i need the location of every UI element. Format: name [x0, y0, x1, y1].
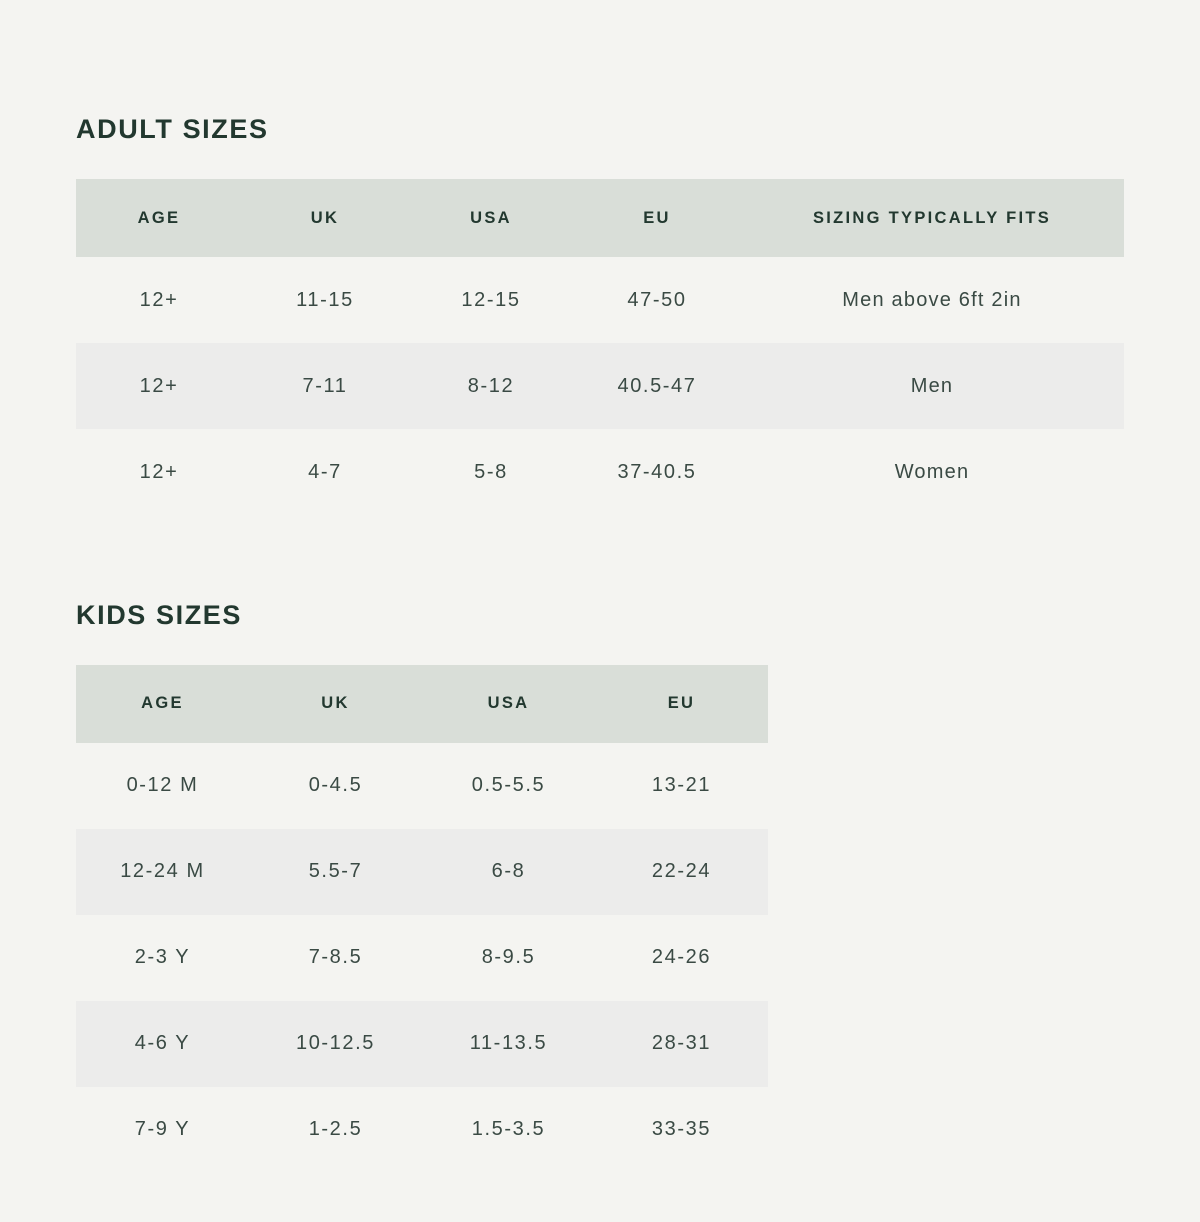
cell-age: 4-6 Y — [76, 1001, 249, 1087]
table-row — [76, 743, 768, 829]
cell-uk: 0-4.5 — [308, 774, 363, 797]
cell-eu: 13-21 — [651, 774, 712, 797]
cell-sizing-fits: Women — [894, 460, 970, 483]
cell-age: 12+ — [139, 460, 179, 483]
cell-usa: 5-8 — [474, 460, 508, 483]
cell-usa: 6-8 — [422, 829, 595, 915]
cell-usa: 0.5-5.5 — [471, 774, 546, 797]
cell-sizing-fits: Men — [740, 343, 1124, 429]
cell-uk: 10-12.5 — [249, 1001, 422, 1087]
cell-age: 12-24 M — [76, 829, 249, 915]
table-row — [76, 1001, 768, 1087]
kids-sizes-table — [76, 665, 768, 1173]
table-row — [76, 343, 1124, 429]
table-row — [76, 1087, 768, 1173]
cell-eu: 37-40.5 — [617, 460, 697, 483]
cell-uk: 5.5-7 — [249, 829, 422, 915]
cell-uk: 11-15 — [296, 288, 354, 311]
cell-uk: 7-8.5 — [308, 946, 363, 969]
cell-age: 2-3 Y — [134, 946, 191, 969]
column-header-sizing-fits: SIZING TYPICALLY FITS — [740, 179, 1124, 257]
column-header-uk: UK — [249, 665, 422, 743]
cell-age: 7-9 Y — [134, 1118, 191, 1141]
cell-eu: 47-50 — [627, 288, 687, 311]
cell-eu: 22-24 — [595, 829, 768, 915]
column-header-usa: USA — [408, 179, 574, 257]
table-header-row — [76, 665, 768, 743]
cell-usa: 11-13.5 — [422, 1001, 595, 1087]
kids-sizes-heading: KIDS SIZES — [76, 599, 243, 630]
column-header-eu: EU — [574, 179, 740, 257]
kids-table-header — [76, 665, 768, 743]
size-guide-page — [0, 22, 1200, 1222]
adult-table-header — [76, 179, 1124, 257]
cell-eu: 33-35 — [651, 1118, 712, 1141]
cell-usa: 12-15 — [461, 288, 521, 311]
cell-age: 12+ — [76, 343, 242, 429]
table-row — [76, 429, 1124, 515]
cell-usa: 8-9.5 — [481, 946, 536, 969]
table-row — [76, 257, 1124, 343]
cell-eu: 24-26 — [651, 946, 712, 969]
cell-usa: 8-12 — [408, 343, 574, 429]
column-header-age: AGE — [76, 665, 249, 743]
cell-uk: 1-2.5 — [308, 1118, 363, 1141]
table-row — [76, 915, 768, 1001]
column-header-age: AGE — [76, 179, 242, 257]
column-header-usa: USA — [422, 665, 595, 743]
kids-table-body — [76, 743, 768, 1173]
cell-age: 12+ — [139, 288, 179, 311]
adult-sizes-heading: ADULT SIZES — [76, 114, 269, 145]
cell-uk: 7-11 — [242, 343, 408, 429]
cell-age: 0-12 M — [126, 774, 199, 797]
column-header-uk: UK — [242, 179, 408, 257]
cell-uk: 4-7 — [308, 460, 342, 483]
adult-table-body — [76, 257, 1124, 515]
cell-usa: 1.5-3.5 — [471, 1118, 546, 1141]
table-header-row — [76, 179, 1124, 257]
cell-eu: 28-31 — [595, 1001, 768, 1087]
cell-sizing-fits: Men above 6ft 2in — [842, 288, 1022, 311]
table-row — [76, 829, 768, 915]
adult-sizes-table — [76, 179, 1124, 515]
column-header-eu: EU — [595, 665, 768, 743]
cell-eu: 40.5-47 — [574, 343, 740, 429]
